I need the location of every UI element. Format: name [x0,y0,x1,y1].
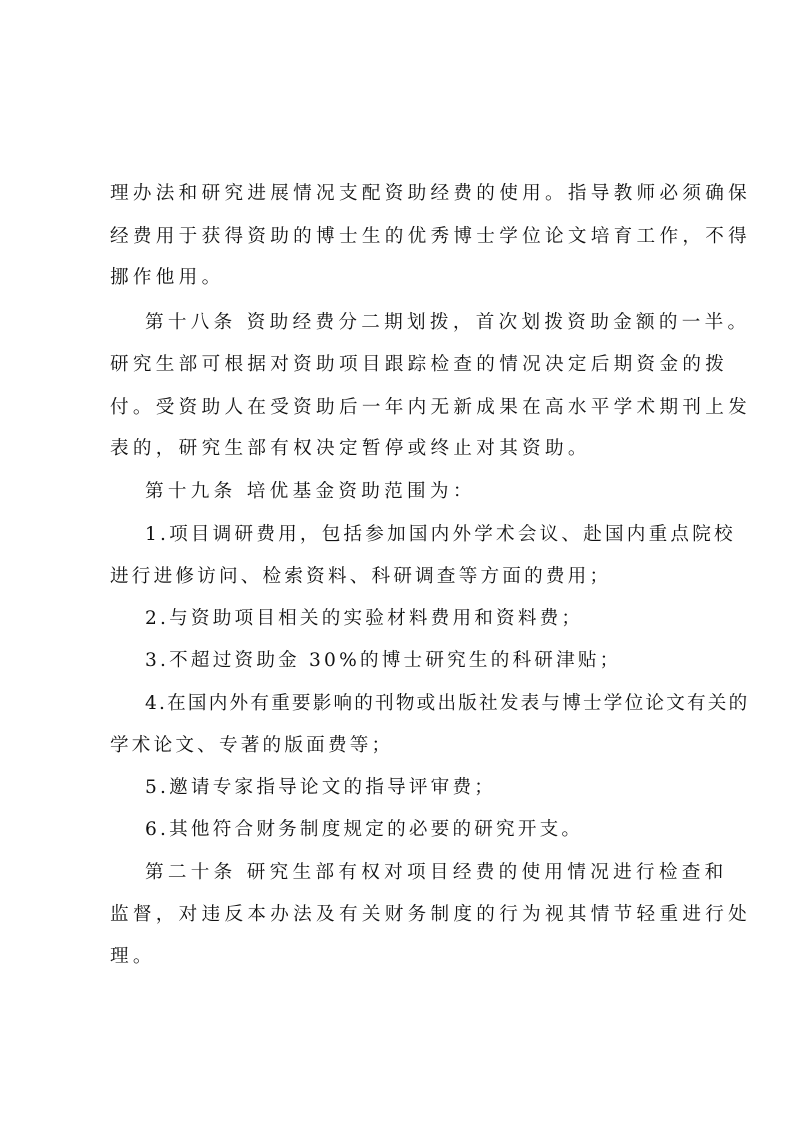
funding-item-4-line-2: 学术论文、专著的版面费等； [110,735,394,756]
article-18-line-3: 付。受资助人在受资助后一年内无新成果在高水平学术期刊上发 [110,397,752,418]
funding-item-4-line-1: 4.在国内外有重要影响的刊物或出版社发表与博士学位论文有关的 [145,693,750,714]
article-19-heading: 第十九条 培优基金资助范围为： [145,481,476,502]
funding-item-5: 5.邀请专家指导论文的指导评审费； [145,777,497,798]
funding-item-1-line-1: 1.项目调研费用，包括参加国内外学术会议、赴国内重点院校 [145,524,736,545]
article-20-line-1: 第二十条 研究生部有权对项目经费的使用情况进行检查和 [145,862,728,883]
article-20-line-2: 监督，对违反本办法及有关财务制度的行为视其情节轻重进行处 [110,904,752,925]
paragraph-line-3: 挪作他用。 [110,267,225,288]
paragraph-line-1: 理办法和研究进展情况支配资助经费的使用。指导教师必须确保 [110,183,752,204]
article-18-line-2: 研究生部可根据对资助项目跟踪检查的情况决定后期资金的拨 [110,354,729,375]
funding-item-6: 6.其他符合财务制度规定的必要的研究开支。 [145,819,584,840]
funding-item-2: 2.与资助项目相关的实验材料费用和资料费； [145,608,584,629]
article-18-line-4: 表的，研究生部有权决定暂停或终止对其资助。 [110,438,591,459]
funding-item-1-line-2: 进行进修访问、检索资料、科研调查等方面的费用； [110,566,612,587]
paragraph-line-2: 经费用于获得资助的博士生的优秀博士学位论文培育工作，不得 [110,226,752,247]
article-20-line-3: 理。 [110,946,156,967]
funding-item-3: 3.不超过资助金 30%的博士研究生的科研津贴； [145,650,622,671]
article-18-line-1: 第十八条 资助经费分二期划拨，首次划拨资助金额的一半。 [145,312,751,333]
